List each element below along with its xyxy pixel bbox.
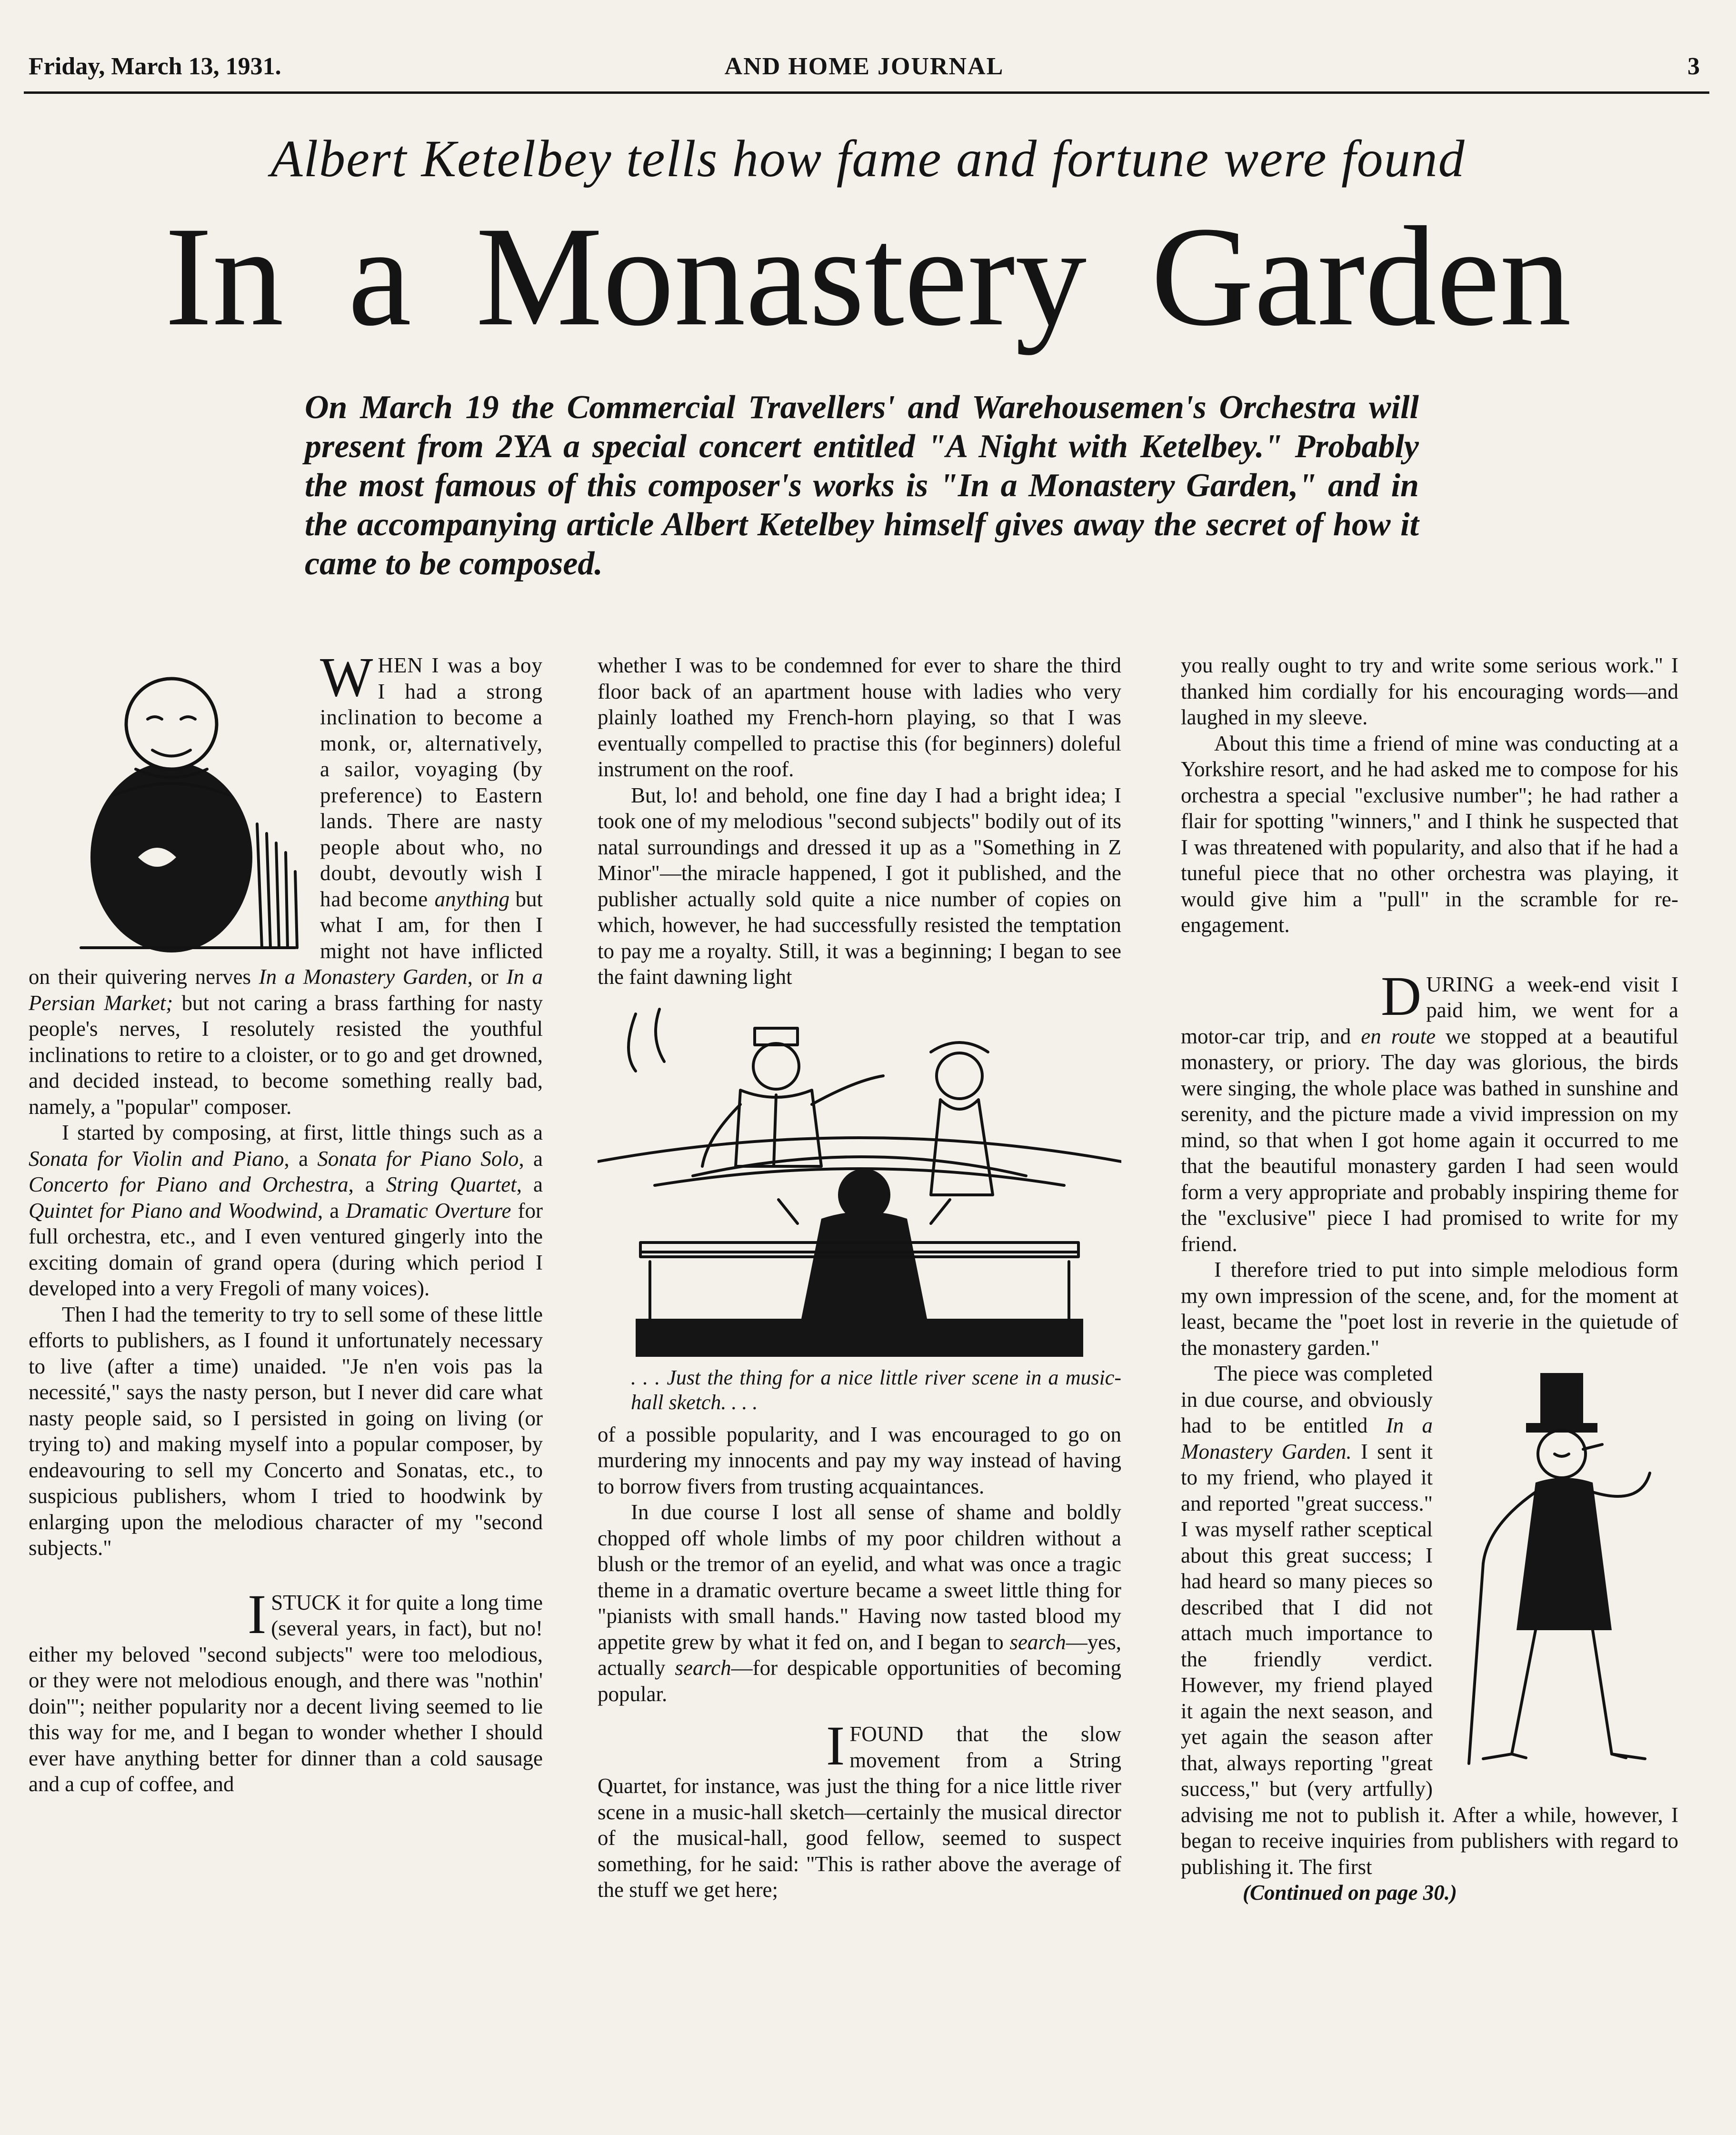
top-hat-gentleman-illustration [1440,1363,1678,1783]
header-rule [24,91,1709,94]
col2-para-1: whether I was to be condemned for ever to share the third floor back of an apartment house with ladies who very plainly loathed my French-horn playing, so that I was eventually compelled to practise this (for beginners) doleful instrument on the roof. [598,653,1121,781]
col1-para-4: ISTUCK it for quite a long time (several years, in fact), but no! either my beloved "second subjects" were too melodious, or they were not melodious enough, and there was "nothin' doin'"; neither popularity nor a decent living seemed to lie this way for me, and I began to wonder whether I should ever have anything better for dinner than a cold sausage and a cup of coffee, and [29,1583,543,1796]
cartoon-caption: . . . Just the thing for a nice little river scene in a music-hall sketch. . . . [631,1365,1121,1414]
continued-notice: (Continued on page 30.) [1243,1881,1457,1904]
col3-para-5: The piece was completed in due course, and obviously had to be entitled In a Monastery Garden. I sent it to my friend, who played it and reported "great success." I was myself rather sceptical about this great success; I had heard so many pieces so described that I did not attach much importance to the friendly verdict. However, my friend played it again the next season, and yet again the season after that, always reporting "great success," but (very artfully) advising me not to publish it. After a while, however, I began to receive inquiries from publishers with regard to publishing it. The first [1181,1362,1678,1879]
paper-name: AND HOME JOURNAL [724,53,1004,80]
column-2 [598,652,1121,1903]
col1-para-2: I started by composing, at first, little things such as a Sonata for Violin and Piano, a Sonata for Piano Solo, a Concerto for Piano and Orchestra, a String Quartet, a Quintet for Piano and Woodwind, a Dramatic Overture for full orchestra, etc., and I even ventured gingerly into the exciting domain of grand opera (during which period I developed into a very Fregoli of many voices). [29,1121,543,1300]
col1-para-1: WHEN I was a boy I had a strong inclination to become a monk, or, alternatively, a sailor, voyaging (by preference) to Eastern lands. There are nasty people about who, no doubt, devoutly wish I had become anything but what I am, for then I might not have inflicted on their quivering nerves In a Monastery Garden, or In a Persian Market; but not caring a brass farthing for nasty people's nerves, I resolutely resisted the youthful inclinations to retire to a cloister, or to go and get drowned, and decided instead, to become something really bad, namely, a "popular" composer. [29,646,543,1119]
col2-para-2: But, lo! and behold, one fine day I had a bright idea; I took one of my melodious "second subjects" bodily out of its natal surroundings and dressed it up as a "Something in Z Minor"—the miracle happened, I got it published, and the publisher actually sold quite a nice number of copies on which, however, he had successfully resisted the temptation to pay me a royalty. Still, it was a beginning; I began to see the faint dawning light [598,783,1121,989]
page-number: 3 [1687,53,1700,80]
col2-para-4: In due course I lost all sense of shame and boldly chopped off whole limbs of my poor children without a blush or the tremor of an eyelid, and what was once a tragic theme in a dramatic overture became a sweet little thing for "pianists with small hands." Having now tasted blood my appetite grew by what it fed on, and I began to search—yes, actually search—for despicable opportunities of becoming popular. [598,1500,1121,1706]
music-hall-cartoon-illustration [598,995,1121,1362]
col1-para-3: Then I had the temerity to try to sell some of these little efforts to publishers, as I found it unfortunately necessary to live (after a time) unaided. "Je n'en vois pas la necessité," says the nasty person, but I never did care what nasty people said, so I persisted in going on living (or trying to) and making myself into a popular composer, by endeavouring to sell my Concerto and Sonatas, etc., to suspicious publishers, whom I tried to hoodwink by enlarging upon the melodious character of my "second subjects." [29,1302,543,1560]
col2-para-5: IFOUND that the slow movement from a String Quartet, for instance, was just the thing for a nice little river scene in a music-hall sketch—certainly the musical director of the musical-hall, good fellow, seemed to suspect something, for he said: "This is rather above the average of the stuff we get here; [598,1714,1121,1902]
headline: In a Monastery Garden [165,197,1571,355]
masthead [29,52,1700,90]
composer-portrait-illustration [29,652,314,957]
col3-para-1: you really ought to try and write some serious work." I thanked him cordially for his encouraging words—and laughed in my sleeve. [1181,653,1678,729]
drop-cap-w: W [320,646,373,708]
standfirst: On March 19 the Commercial Travellers' and Warehousemen's Orchestra will present from 2YA a special concert entitled "A Night with Ketelbey." Probably the most famous of this composer's works is "In a Monastery Garden," and in the accompanying article Albert Ketelbey himself gives away the secret of how it came to be composed. [305,389,1419,582]
drop-cap-d: D [1381,964,1422,1027]
col2-para-3: of a possible popularity, and I was encouraged to go on murdering my innocents and pay my way instead of having to borrow fivers from trusting acquaintances. [598,1422,1121,1498]
issue-date: Friday, March 13, 1931. [29,53,281,80]
kicker: Albert Ketelbey tells how fame and fortune were found [270,130,1466,188]
col3-para-4: I therefore tried to put into simple melodious form my own impression of the scene, and, for the moment at least, became the "poet lost in reverie in the quietude of the monastery garden." [1181,1258,1678,1360]
column-3 [1181,652,1678,1906]
col3-para-2: About this time a friend of mine was conducting at a Yorkshire resort, and he had asked me to compose for his orchestra a special "exclusive number"; he had rather a flair for spotting "winners," and I think he suspected that I was threatened with popularity, and also that if he had a tuneful piece that no other orchestra was playing, it would give him a "pull" in the scramble for re-engagement. [1181,731,1678,937]
drop-cap-i: I [248,1583,267,1645]
drop-cap-i-2: I [826,1714,845,1777]
column-1 [29,646,543,1797]
col3-para-3: DURING a week-end visit I paid him, we went for a motor-car trip, and en route we stopped at a beautiful monastery, or priory. The day was glorious, the birds were singing, the whole place was bathed in sunshine and serenity, and the picture made a vivid impression on my mind, so that when I got home again it occurred to me that the beautiful monastery garden I had seen would form a very appropriate and probably inspiring theme for the "exclusive" piece I had promised to write for my friend. [1181,964,1678,1256]
